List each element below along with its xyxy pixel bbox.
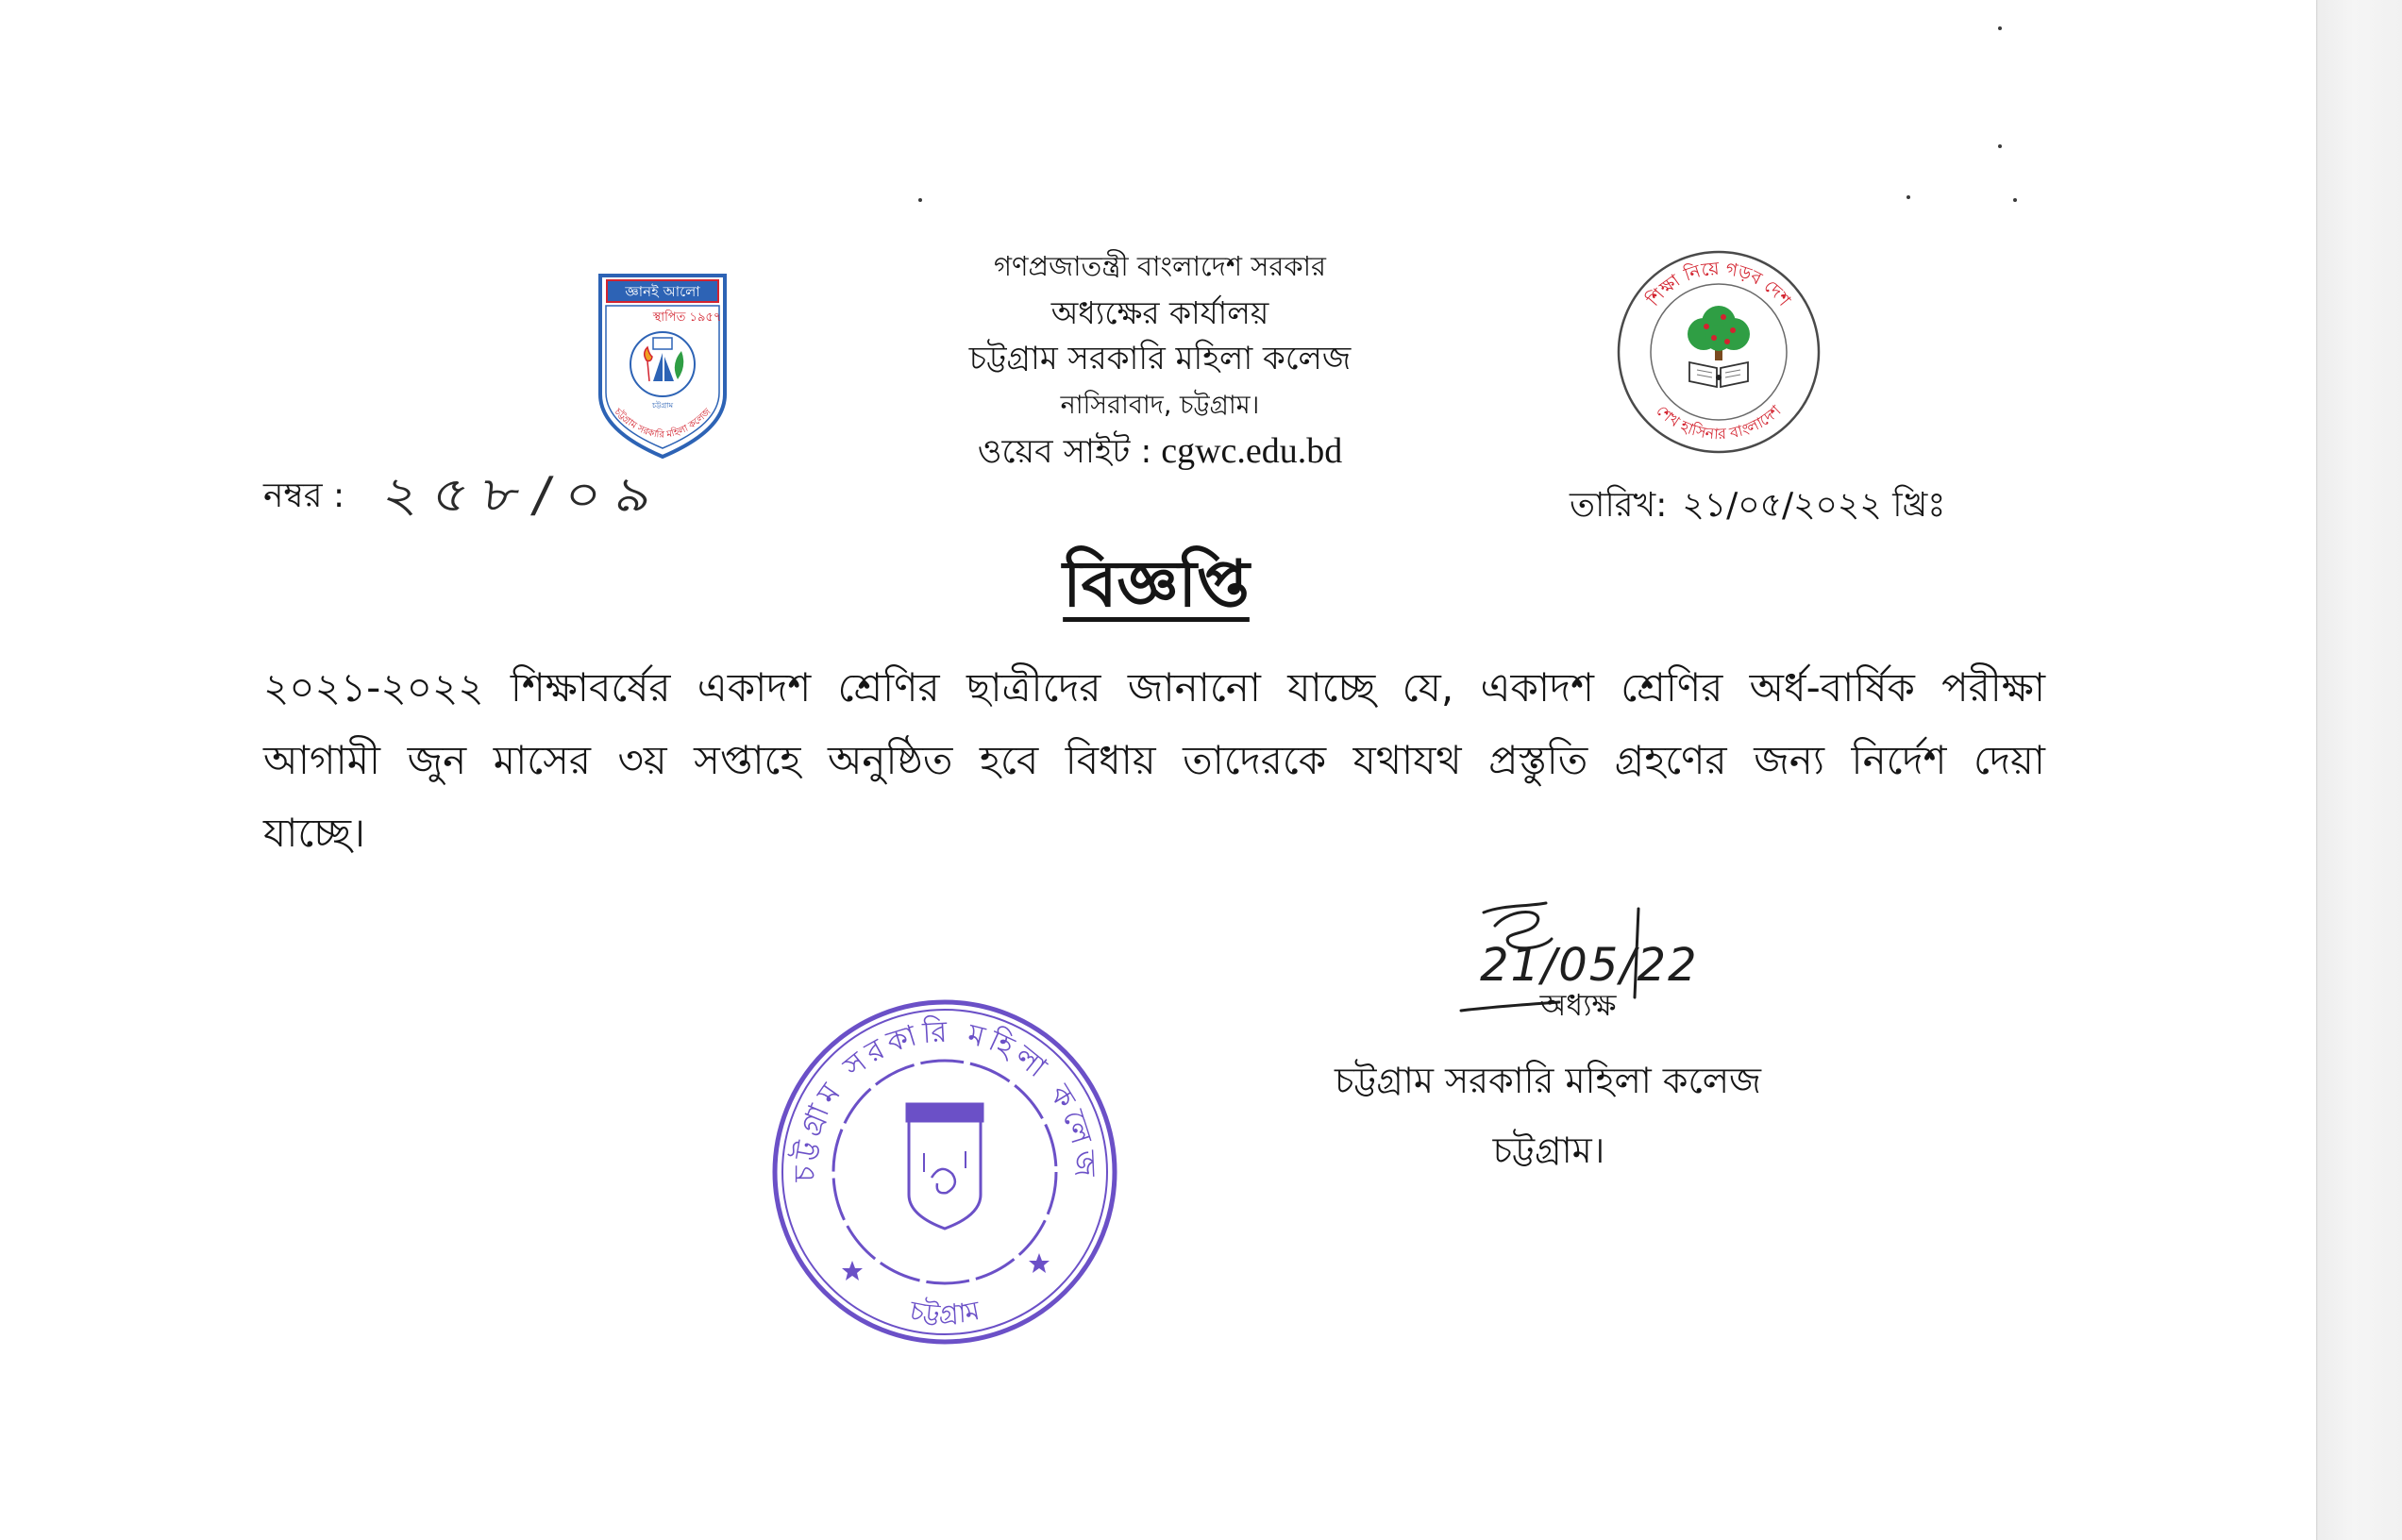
memo-number-label: নম্বর :	[263, 477, 345, 515]
college-name-line: চট্টগ্রাম সরকারি মহিলা কলেজ	[968, 340, 1352, 377]
signatory-institution: চট্টগ্রাম সরকারি মহিলা কলেজ	[1334, 1060, 1762, 1101]
seal-outer-ring	[775, 1002, 1115, 1342]
seal-emblem-icon	[907, 1104, 983, 1229]
memo-date	[1570, 479, 1945, 536]
seal-bottom-textpath: চট্টগ্রাম	[907, 1295, 983, 1331]
website-line	[969, 428, 1352, 476]
memo-date-label: তারিখ:	[1570, 486, 1668, 525]
seal-ring-textpath: চট্টগ্রাম সরকারি মহিলা কলেজ	[787, 1014, 1102, 1182]
signature-date: 21/05/22	[1480, 939, 1699, 992]
notice-body-line: আগামী জুন মাসের ৩য় সপ্তাহে অনুষ্ঠিত হবে বিধায় তাদেরকে যথাযথ প্রস্তুতি গ্রহণের জন্য নির্দেশ দেয়া	[263, 737, 2045, 783]
campaign-logo-bottom-textpath: শেখ হাসিনার বাংলাদেশ	[1653, 401, 1785, 444]
memo-date-value: ২১/০৫/২০২২ খ্রিঃ	[1682, 486, 1946, 525]
office-header	[969, 243, 1352, 476]
logo-motto: জ্ঞানই আলো	[625, 283, 700, 300]
office-seal	[765, 993, 1124, 1351]
seal-star-icon	[1029, 1253, 1050, 1273]
campaign-logo-top-textpath: শিক্ষা নিয়ে গড়ব দেশ	[1642, 258, 1795, 310]
notice-body	[263, 651, 2045, 869]
notice-body-line: যাচ্ছে।	[263, 810, 366, 856]
memo-number-handwritten: ২৫৮/০৯	[379, 466, 668, 524]
address-line: নাসিরাবাদ, চট্টগ্রাম।	[1060, 391, 1260, 420]
scan-speck	[1998, 144, 2002, 148]
seal-star-icon	[842, 1261, 863, 1281]
logo-emblem-caption: চট্টগ্রাম	[651, 401, 674, 410]
office-line: অধ্যক্ষের কার্যালয়	[1050, 294, 1269, 331]
campaign-logo	[1612, 247, 1825, 457]
signatory-city: চট্টগ্রাম।	[1492, 1130, 1605, 1171]
logo-established: স্থাপিত ১৯৫৭	[652, 310, 722, 325]
website-label: ওয়েব সাইট :	[977, 433, 1152, 471]
signatory-designation: অধ্যক্ষ	[1539, 987, 1617, 1023]
logo-ring-textpath: চট্টগ্রাম সরকারি মহিলা কলেজ	[612, 407, 714, 441]
seal-inner-ring	[833, 1061, 1056, 1283]
seal-second-ring	[782, 1010, 1107, 1334]
paper-edge	[2316, 0, 2402, 1540]
notice-body-line: ২০২১-২০২২ শিক্ষাবর্ষের একাদশ শ্রেণির ছাত্রীদের জানানো যাচ্ছে যে, একাদশ শ্রেণির অর্ধ-বার্ষিক পরীক্ষা	[263, 664, 2046, 711]
scan-speck	[918, 198, 922, 202]
memo-number	[263, 451, 668, 545]
scan-speck	[1906, 195, 1910, 199]
seal-bottom-text	[906, 1295, 983, 1331]
website-url: cgwc.edu.bd	[1161, 431, 1343, 471]
scan-speck	[1998, 26, 2002, 30]
college-logo	[595, 270, 731, 462]
government-line: গণপ্রজাতন্ত্রী বাংলাদেশ সরকার	[993, 250, 1327, 282]
scan-speck	[2013, 198, 2017, 202]
notice-title: বিজ্ঞপ্তি	[1063, 547, 1250, 622]
